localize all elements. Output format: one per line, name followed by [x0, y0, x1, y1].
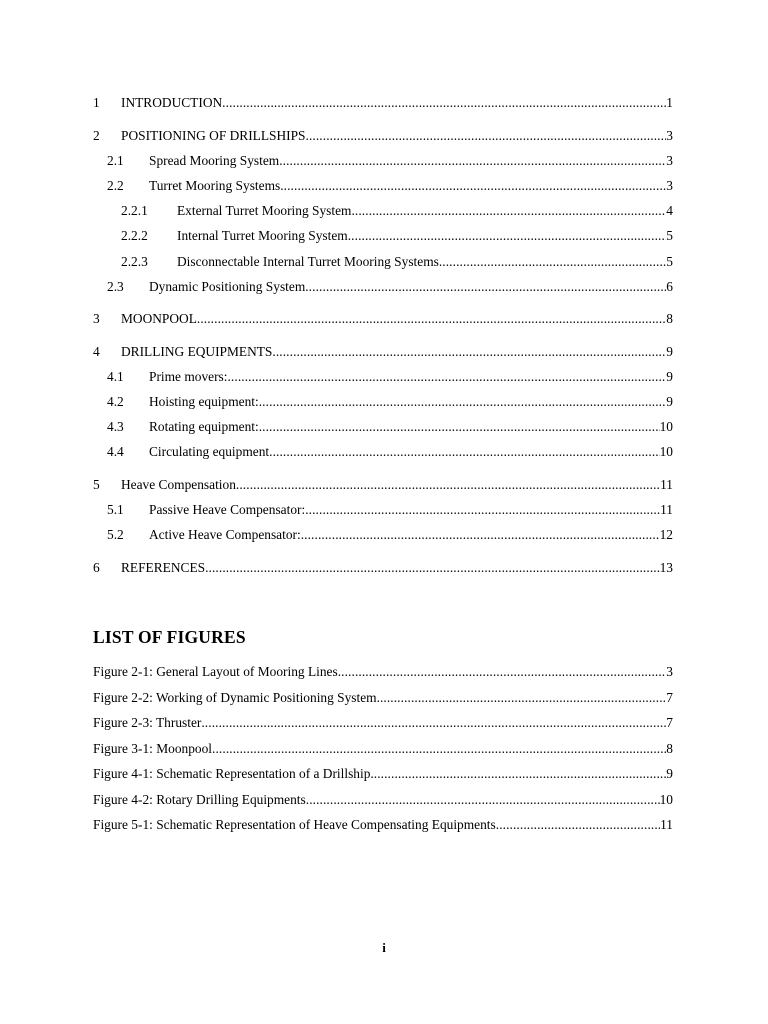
toc-number: 4 [93, 344, 100, 359]
toc-number: 1 [93, 95, 100, 110]
dot-leader [279, 152, 666, 170]
page-number: i [382, 940, 386, 955]
toc-title: Internal Turret Mooring System [177, 228, 348, 243]
dot-leader [227, 368, 666, 386]
figure-entry[interactable] [93, 791, 673, 809]
toc-number: 2.2.2 [121, 228, 148, 243]
toc-number: 2.3 [107, 279, 124, 294]
figure-page: 10 [659, 792, 673, 807]
toc-number: 5.1 [107, 502, 124, 517]
toc-title: Heave Compensation [121, 477, 236, 492]
toc-title: Turret Mooring Systems [149, 178, 281, 193]
toc-number: 4.1 [107, 369, 124, 384]
dot-leader [259, 393, 667, 411]
figure-entry[interactable] [93, 740, 673, 758]
toc-page: 11 [660, 477, 673, 492]
dot-leader [496, 816, 660, 834]
toc-title: Rotating equipment: [149, 419, 259, 434]
dot-leader [197, 310, 666, 328]
toc-title: Hoisting equipment: [149, 394, 259, 409]
dot-leader [374, 765, 667, 783]
dot-leader [272, 343, 666, 361]
toc-page: 12 [659, 527, 673, 542]
toc-title: Spread Mooring System [149, 153, 280, 168]
toc-page: 13 [659, 560, 673, 575]
toc-entry-2-2-3[interactable] [121, 253, 673, 271]
dot-leader [269, 443, 659, 461]
figure-entry[interactable] [93, 765, 673, 783]
toc-page: 4 [666, 203, 673, 218]
dot-leader [439, 253, 666, 271]
toc-page: 11 [660, 502, 673, 517]
figure-title: Figure 2-3: Thruster [93, 715, 202, 730]
toc-title: Prime movers: [149, 369, 228, 384]
dot-leader [212, 740, 666, 758]
toc-title: Dynamic Positioning System [149, 279, 306, 294]
toc-entry-2-2-1[interactable] [121, 202, 673, 220]
toc-entry-2-2-2[interactable] [121, 227, 673, 245]
toc-number: 2 [93, 128, 100, 143]
toc-number: 5.2 [107, 527, 124, 542]
list-of-figures-heading: LIST OF FIGURES [93, 627, 246, 647]
toc-page: 10 [659, 444, 673, 459]
dot-leader [306, 127, 667, 145]
toc-page: 6 [666, 279, 673, 294]
figure-entry[interactable] [93, 816, 673, 834]
toc-entry-5-2[interactable] [107, 526, 673, 544]
toc-entry-1[interactable] [93, 94, 673, 112]
figure-title: Figure 3-1: Moonpool [93, 741, 213, 756]
figure-page: 7 [666, 690, 673, 705]
toc-page: 9 [666, 369, 673, 384]
toc-number: 4.2 [107, 394, 124, 409]
toc-entry-6[interactable] [93, 559, 673, 577]
toc-title: Passive Heave Compensator: [149, 502, 306, 517]
toc-entry-2-2[interactable] [107, 177, 673, 195]
figure-title: Figure 5-1: Schematic Representation of Heave Compensating Equipments [93, 817, 496, 832]
figure-page: 8 [666, 741, 673, 756]
dot-leader [380, 689, 666, 707]
dot-leader [280, 177, 666, 195]
dot-leader [351, 202, 666, 220]
toc-number: 4.4 [107, 444, 124, 459]
dot-leader [222, 94, 666, 112]
toc-title: MOONPOOL [121, 311, 197, 326]
toc-page: 3 [666, 178, 673, 193]
toc-title: External Turret Mooring System [177, 203, 352, 218]
figure-entry[interactable] [93, 689, 673, 707]
toc-title: Disconnectable Internal Turret Mooring Systems [177, 254, 439, 269]
figure-title: Figure 4-2: Rotary Drilling Equipments [93, 792, 306, 807]
toc-entry-5[interactable] [93, 476, 673, 494]
dot-leader [301, 526, 660, 544]
toc-page: 5 [666, 228, 673, 243]
toc-entry-4-3[interactable] [107, 418, 673, 436]
figure-entry[interactable] [93, 714, 673, 732]
toc-page: 10 [659, 419, 673, 434]
toc-entry-2-3[interactable] [107, 278, 673, 296]
toc-page: 1 [666, 95, 673, 110]
toc-entry-4[interactable] [93, 343, 673, 361]
dot-leader [201, 714, 666, 732]
figure-entry[interactable] [93, 663, 673, 681]
figure-page: 7 [666, 715, 673, 730]
toc-page: 3 [666, 128, 673, 143]
dot-leader [306, 791, 660, 809]
dot-leader [236, 476, 660, 494]
toc-entry-2[interactable] [93, 127, 673, 145]
toc-number: 3 [93, 311, 100, 326]
toc-number: 6 [93, 560, 100, 575]
toc-page: 3 [666, 153, 673, 168]
toc-page: 9 [666, 344, 673, 359]
toc-number: 2.2.3 [121, 254, 148, 269]
toc-page: 9 [666, 394, 673, 409]
toc-number: 4.3 [107, 419, 124, 434]
toc-number: 2.2 [107, 178, 124, 193]
toc-entry-5-1[interactable] [107, 501, 673, 519]
figure-title: Figure 2-2: Working of Dynamic Positioning System. [93, 690, 380, 705]
toc-number: 2.1 [107, 153, 124, 168]
toc-title: Active Heave Compensator: [149, 527, 301, 542]
figure-title: Figure 2-1: General Layout of Mooring Lines [93, 664, 338, 679]
dot-leader [259, 418, 660, 436]
toc-page: 5 [666, 254, 673, 269]
toc-title: Circulating equipment [149, 444, 270, 459]
dot-leader [348, 227, 667, 245]
dot-leader [205, 559, 660, 577]
toc-entry-4-2[interactable] [107, 393, 673, 411]
toc-page: 8 [666, 311, 673, 326]
figure-title: Figure 4-1: Schematic Representation of a Drillship. [93, 766, 374, 781]
dot-leader [305, 501, 660, 519]
toc-entry-3[interactable] [93, 310, 673, 328]
toc-entry-4-1[interactable] [107, 368, 673, 386]
toc-title: POSITIONING OF DRILLSHIPS [121, 128, 306, 143]
toc-title: REFERENCES [121, 560, 206, 575]
dot-leader [338, 663, 667, 681]
toc-number: 2.2.1 [121, 203, 148, 218]
figure-page: 9 [666, 766, 673, 781]
figure-page: 3 [666, 664, 673, 679]
toc-entry-4-4[interactable] [107, 443, 673, 461]
dot-leader [305, 278, 666, 296]
toc-title: INTRODUCTION [121, 95, 223, 110]
toc-number: 5 [93, 477, 100, 492]
figure-page: 11 [660, 817, 673, 832]
toc-entry-2-1[interactable] [107, 152, 673, 170]
toc-title: DRILLING EQUIPMENTS [121, 344, 273, 359]
